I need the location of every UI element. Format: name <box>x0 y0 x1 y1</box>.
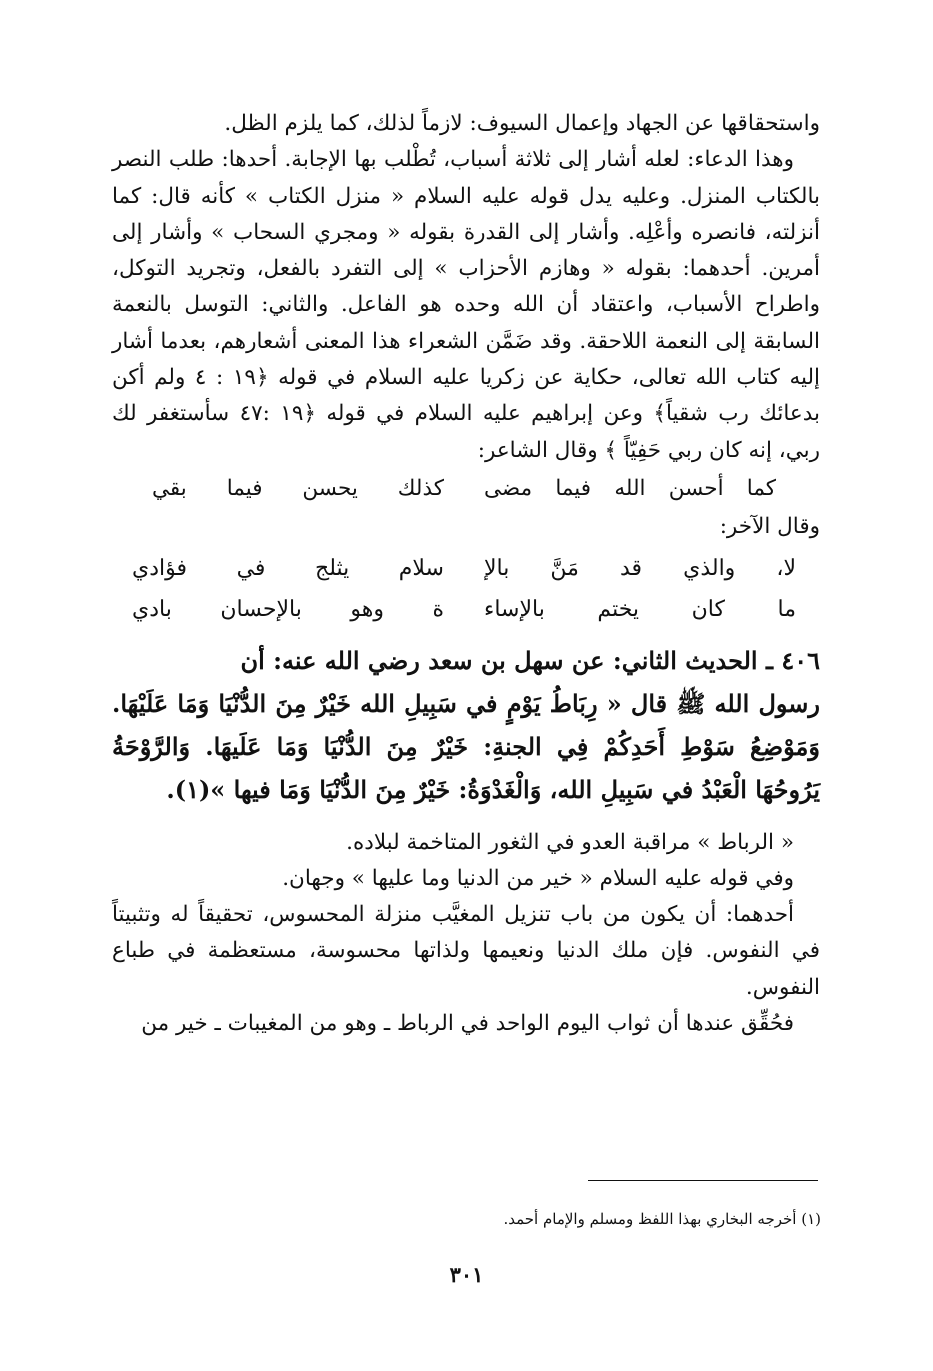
verse-2-second-hemistich: سلام يثلج في فؤادي <box>132 555 444 581</box>
verse-1-second-hemistich: كذلك يحسن فيما بقي <box>152 475 444 501</box>
paragraph-2: وهذا الدعاء: لعله أشار إلى ثلاثة أسباب، تُطْلب بها الإجابة. أحدها: طلب النصر بالكتاب المنزل. وعليه يدل قوله عليه السلام « منزل الكتاب » كأنه قال: كما أنزلته، فانصره وأعْلِه. وأشار إلى القدرة بقوله « ومجري السحاب » وأشار إلى أمرين. أحدهما: بقوله « وهازم الأحزاب » إلى التفرد بالفعل، وتجريد التوكل، واطراح الأسباب، واعتقاد أن الله وحده هو الفاعل. والثاني: التوسل بالنعمة السابقة إلى النعمة اللاحقة. وقد ضَمَّن الشعراء هذا المعنى أشعارهم، بعدما أشار إليه كتاب الله تعالى، حكاية عن زكريا عليه السلام في قوله ﴿١٩ : ٤ ولم أكن بدعائك رب شقياً﴾ وعن إبراهيم عليه السلام في قوله ﴿١٩ :٤٧ سأستغفر لك ربي، إنه كان ربي حَفِيّاً ﴾ وقال الشاعر: <box>112 147 820 463</box>
poem-verse-3 <box>112 591 820 629</box>
footnote: (١) أخرجه البخاري بهذا اللفظ ومسلم والإمام أحمد. <box>503 1210 821 1228</box>
paragraph-7: فحُقِّق عندها أن ثواب اليوم الواحد في الرباط ـ وهو من المغيبات ـ خير من <box>141 1011 794 1037</box>
hadith-text: رسول الله ﷺ قال « رِبَاطُ يَوْمٍ في سَبِيلِ الله خَيْرٌ مِنَ الدُّنْيَا وَمَا عَلَيْهَا. وَمَوْضِعُ سَوْطِ أَحَدِكُمْ فِي الجنةِ: خَيْرٌ مِنَ الدُّنْيَا وَمَا عَلَيهَا. وَالرَّوْحَةُ يَرُوحُهَا الْعَبْدُ في سَبِيلِ الله، وَالْغَدْوَةُ: خَيْرٌ مِنَ الدُّنْيَا وَمَا فيها »(١). <box>112 688 820 804</box>
paragraph-6: أحدهما: أن يكون من باب تنزيل المغيَّب منزلة المحسوس، تحقيقاً له وتثبيتاً في النفوس. فإن ملك الدنيا ونعيمها ولذاتها محسوسة، مستعظمة في طباع النفوس. <box>112 902 820 1000</box>
poem-verse-1 <box>112 471 820 507</box>
page-number: ٣٠١ <box>449 1262 484 1287</box>
paragraph-5: وفي قوله عليه السلام « خير من الدنيا وما عليها » وجهان. <box>282 865 794 891</box>
verse-3-second-hemistich: ة وهو بالإحسان بادي <box>132 597 444 623</box>
verse-1-first-hemistich: كما أحسن الله فيما مضى <box>484 475 776 501</box>
main-text <box>112 106 820 1042</box>
paragraph-4: « الرباط » مراقبة العدو في الثغور المتاخمة لبلاده. <box>346 829 794 855</box>
footnote-divider <box>588 1180 818 1181</box>
verse-2-first-hemistich: لا، والذي قد مَنَّ بالإ <box>484 555 796 581</box>
verse-3-first-hemistich: ما كان يختم بالإساء <box>484 597 796 623</box>
paragraph-1: واستحقاقها عن الجهاد وإعمال السيوف: لازماً لذلك، كما يلزم الظل. <box>224 111 820 136</box>
paragraph-3: وقال الآخر: <box>719 514 820 540</box>
hadith-heading: ٤٠٦ ـ الحديث الثاني: عن سهل بن سعد رضي الله عنه: أن <box>240 645 820 675</box>
poem-verse-2 <box>112 550 820 588</box>
